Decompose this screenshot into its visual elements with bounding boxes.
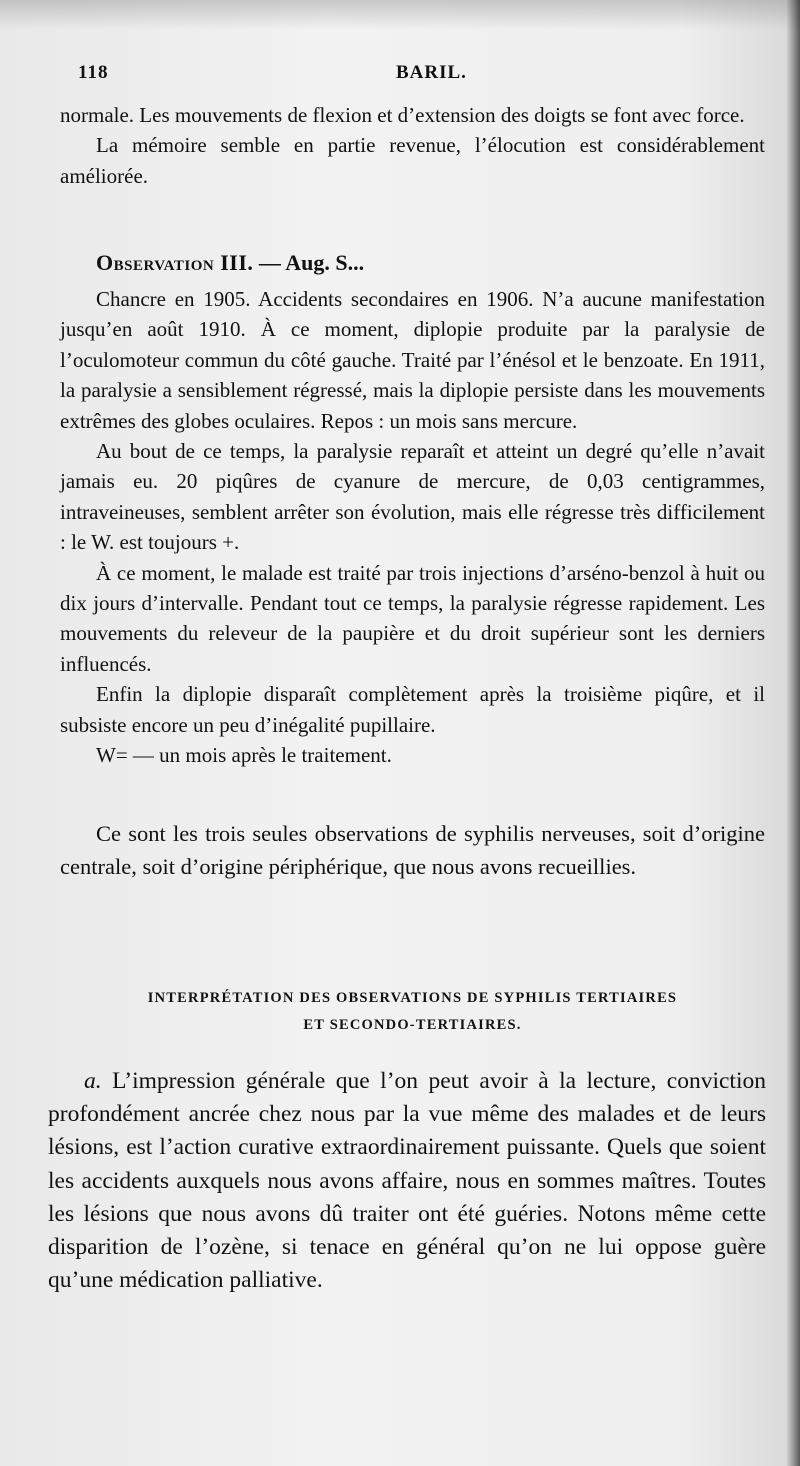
section-heading-line: INTERPRÉTATION DES OBSERVATIONS DE SYPHILIS TERTIAIRES [147,990,678,1006]
paragraph: À ce moment, le malade est traité par trois injections d’arséno-benzol à huit ou dix jours d’intervalle. Pendant tout ce temps, la paralysie régresse rapidement. Les mouvements du releveur de la paupière et du droit supérieur sont les derniers influencés. [60,560,765,676]
observation-body [60,284,765,771]
paragraph-text: L’impression générale que l’on peut avoir à la lecture, conviction profondément ancrée chez nous par la vue même des malades et de leurs lésions, est l’action curative extraordinairement puissante. Quels que soient les accidents auxquels nous avons affaire, nous en sommes maîtres. Toutes les lésions que nous avons dû traiter ont été guéries. Notons même cette disparition de l’ozène, si tenace en général qu’on ne lui oppose guère qu’une médication palliative. [48,1068,766,1294]
paragraph: normale. Les mouvements de flexion et d’extension des doigts se font avec force. [60,103,745,127]
list-marker: a. [84,1068,102,1094]
page-header [78,62,768,88]
paragraph [48,1065,766,1297]
section-heading [60,985,765,1039]
page-top-shadow [0,0,800,30]
page-number: 118 [78,62,109,83]
running-title: BARIL. [396,62,467,83]
observation-heading [96,248,800,278]
interpretation-paragraph [48,1065,766,1297]
paragraph: Au bout de ce temps, la paralysie reparaît et atteint un degré qu’elle n’avait jamais eu. 20 piqûres de cyanure de mercure, de 0,03 centigrammes, intraveineuses, semblent arrêter son évolution, mais elle régresse très difficilement : le W. est toujours +. [60,439,765,555]
paragraph: Enfin la diplopie disparaît complètement après la troisième piqûre, et il subsiste encore un peu d’inégalité pupillaire. [60,682,765,737]
paragraph: Chancre en 1905. Accidents secondaires en 1906. N’a aucune manifestation jusqu’en août 1910. À ce moment, diplopie produite par la paralysie de l’oculomoteur commun du côté gauche. Traité par l’énésol et le benzoate. En 1911, la paralysie a sensiblement régressé, mais la diplopie persiste dans les mouvements extrêmes des globes oculaires. Repos : un mois sans mercure. [60,287,765,433]
opening-paragraphs [60,100,765,191]
paragraph: La mémoire semble en partie revenue, l’élocution est considérablement améliorée. [60,133,765,188]
observation-patient: — Aug. S... [253,250,365,275]
paragraph: Ce sont les trois seules observations de syphilis nerveuses, soit d’origine centrale, soit d’origine périphérique, que nous avons recueillies. [60,821,765,879]
page-right-edge-shadow [786,0,800,1466]
summary-paragraph [60,818,765,883]
section-heading-line: ET SECONDO-TERTIAIRES. [303,1017,522,1033]
paragraph: W= — un mois après le traitement. [96,743,392,768]
observation-label: Observation III. [96,250,254,275]
